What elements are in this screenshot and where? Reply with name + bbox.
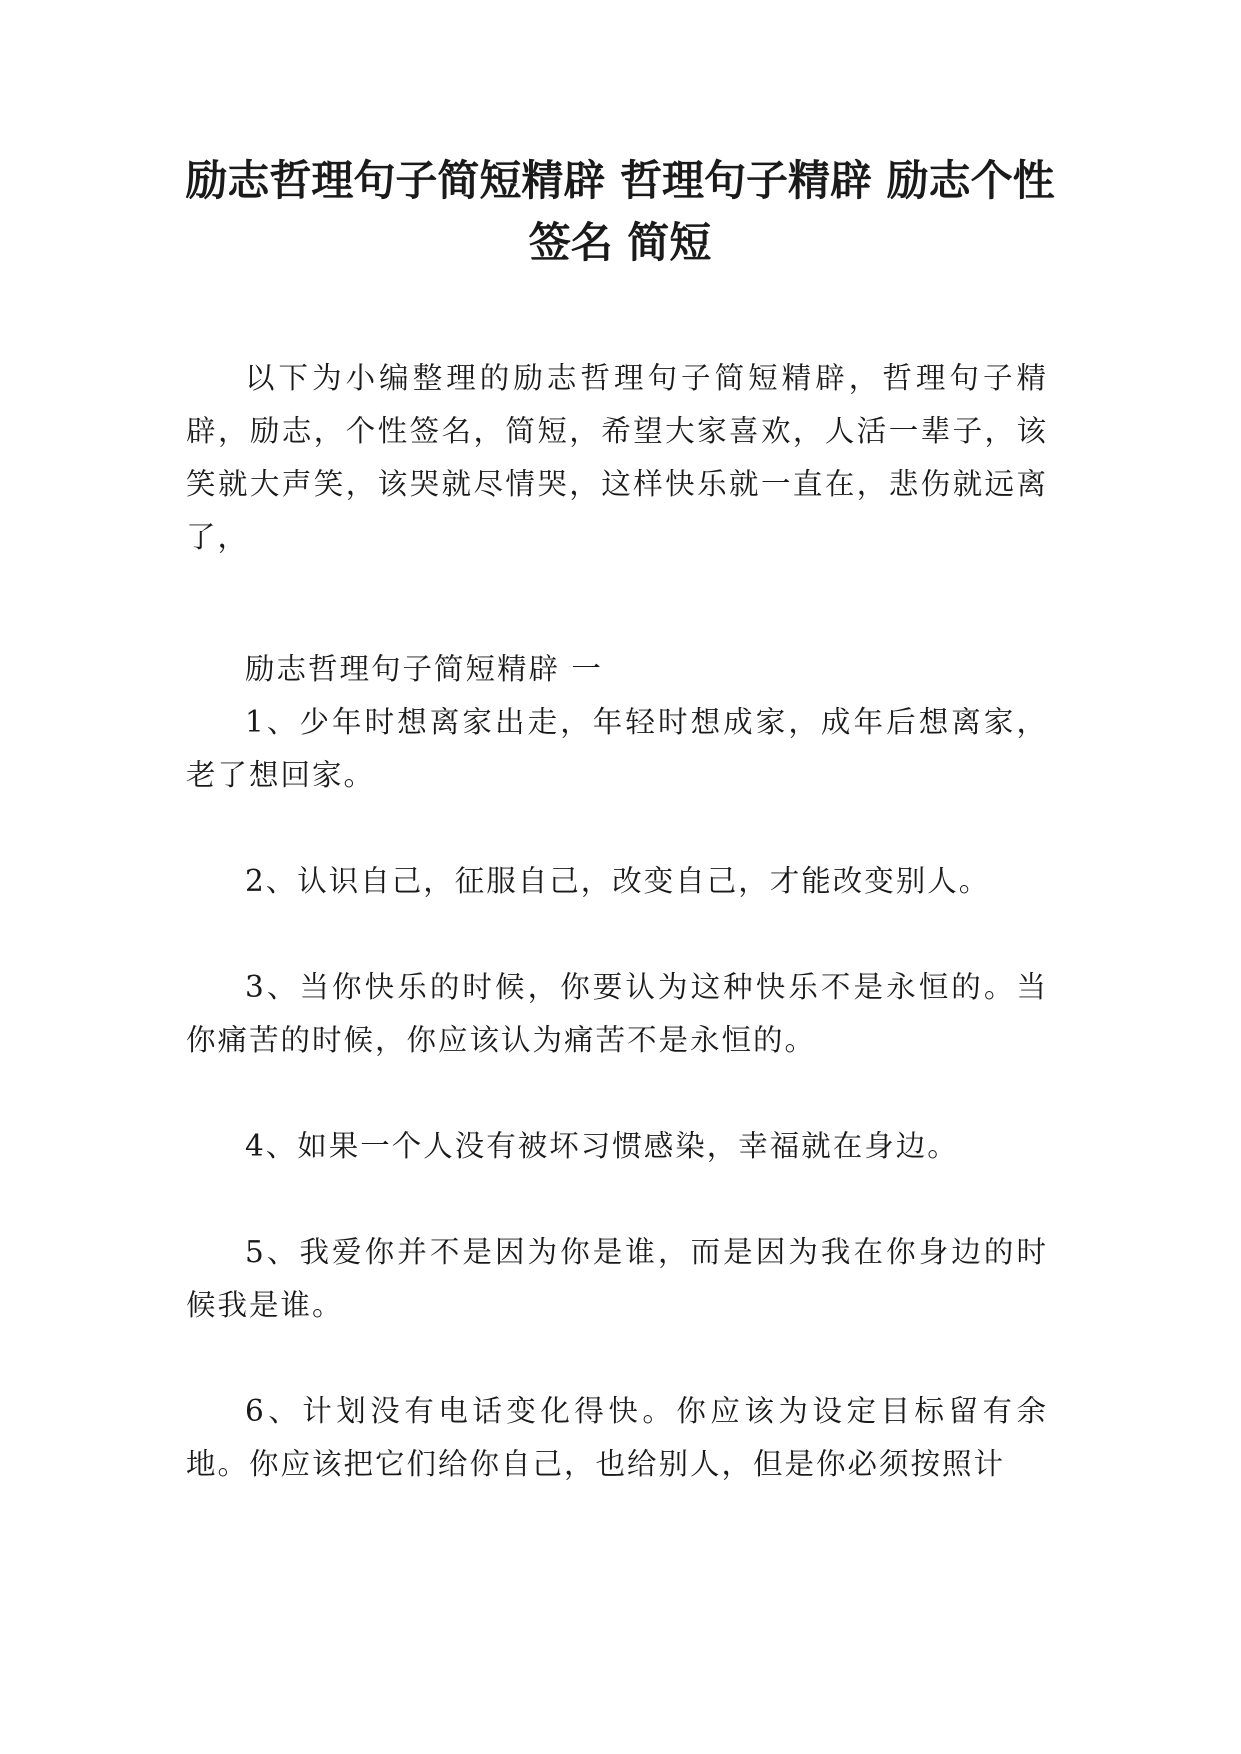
quote-item-2: 2、认识自己，征服自己，改变自己，才能改变别人。 xyxy=(245,864,991,898)
blank-line xyxy=(186,1173,1048,1226)
quote-item-6: 6、计划没有电话变化得快。你应该为设定目标留有余地。你应该把它们给你自己，也给别人，但是你必须按照计 xyxy=(186,1394,1048,1481)
blank-line xyxy=(186,1067,1048,1120)
section-heading: 励志哲理句子简短精辟 一 xyxy=(245,652,603,686)
blank-line xyxy=(186,908,1048,961)
quote-item-4: 4、如果一个人没有被坏习惯感染，幸福就在身边。 xyxy=(245,1129,959,1163)
blank-line xyxy=(186,564,1048,617)
quote-item-3: 3、当你快乐的时候，你要认为这种快乐不是永恒的。当你痛苦的时候，你应该认为痛苦不是永恒的。 xyxy=(186,970,1048,1057)
blank-line xyxy=(186,802,1048,855)
document-body xyxy=(186,352,1048,1491)
quote-item-5: 5、我爱你并不是因为你是谁，而是因为我在你身边的时候我是谁。 xyxy=(186,1235,1048,1322)
blank-line xyxy=(186,1332,1048,1385)
document-title: 励志哲理句子简短精辟 哲理句子精辟 励志个性签名 简短 xyxy=(185,156,1055,267)
intro-paragraph: 以下为小编整理的励志哲理句子简短精辟，哲理句子精辟，励志，个性签名，简短，希望大家喜欢，人活一辈子，该笑就大声笑，该哭就尽情哭，这样快乐就一直在，悲伤就远离了， xyxy=(186,361,1048,554)
quote-item-1: 1、少年时想离家出走，年轻时想成家，成年后想离家，老了想回家。 xyxy=(186,705,1048,792)
blank-line xyxy=(186,617,1048,643)
